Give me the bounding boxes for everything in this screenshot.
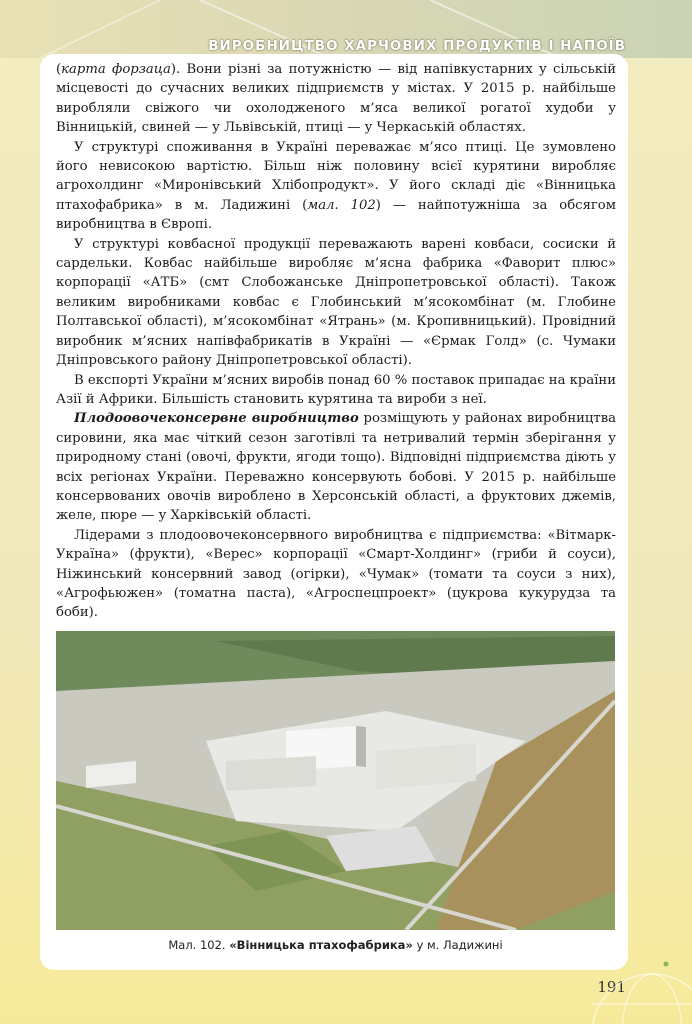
text-run: ) — найпотужніша за обсягом виробництва в Європі. <box>56 197 616 233</box>
text-run: ). Вони різні за потужністю — від напівкустарних у сільській місцевості до сучасних великих підприємств у містах. У 2015 р. найбільше виробляли свіжого чи охолодженого м’яса великої рогатої худоби у Вінницькій, свиней — у Львівській, птиці — у Черкаській областях. <box>56 62 616 136</box>
italic-text: мал. 102 <box>307 197 376 213</box>
key-term: Плодоовочеконсервне виробництво <box>74 411 359 427</box>
factory-illustration <box>56 631 615 930</box>
text-run: Лідерами з плодоовочеконсервного виробництва є підприємства: «Вітмарк-Україна» (фрукти), «Верес» корпорації «Смарт-Холдинг» (гриби й соуси), Ніжинський консервний завод (огірки), «Чумак» (томати та соуси з них), «Агрофьюжен» (томатна паста), «Агроспецпроект» (цукрова кукурудза та боби). <box>56 527 616 621</box>
text-run: ( <box>56 62 62 77</box>
text-run: У структурі ковбасної продукції переважають варені ковбаси, сосиски й сардельки. Ковбас найбільше виробляє м’ясна фабрика «Фаворит плюс» корпорації «АТБ» (смт Слобожанське Дніпропетровської області). Також великим виробниками ковбас є Глобинський м’ясокомбінат (м. Глобине Полтавської області), м’ясокомбінат «Ятрань» (м. Кропивницький). Провідний виробник м’ясних напівфабрикатів в Україні — «Єрмак Голд» (с. Чумаки Дніпровського району Дніпропетровської області). <box>56 236 616 369</box>
factory-aerial-photo <box>56 631 615 930</box>
text-run: розміщують у районах виробництва сировини, яка має чіткий сезон заготівлі та нетривалий термін зберігання у природному стані (овочі, фрукти, ягоди тощо). Відповідні підприємства діють у всіх регіонах України. Переважно консервують бобові. У 2015 р. найбільше консервованих овочів вироблено в Херсонській області, а фруктових джемів, желе, пюре — у Харківській області. <box>56 411 616 524</box>
paragraph <box>56 60 616 138</box>
paragraph <box>56 526 616 623</box>
caption-suffix: у м. Ладижині <box>416 938 503 952</box>
corner-globe-decoration <box>542 954 692 1024</box>
paragraph <box>56 409 616 525</box>
italic-text: карта форзаца <box>61 62 171 77</box>
body-text <box>56 60 616 623</box>
paragraph <box>56 235 616 371</box>
text-run: У структурі споживання в Україні переважає м’ясо птиці. Це зумовлено його невисокою вартістю. Більш ніж половину всієї курятини виробляє агрохолдинг «Миронівський Хлібопродукт». У його складі діє «Вінницька птахофабрика» в м. Ладижині ( <box>56 139 616 213</box>
caption-title: «Вінницька птахофабрика» <box>229 938 413 952</box>
text-run: В експорті України м’ясних виробів понад 60 % поставок припадає на країни Азії й Африки. Більшість становить курятина та вироби з неї. <box>56 372 616 407</box>
section-title: ВИРОБНИЦТВО ХАРЧОВИХ ПРОДУКТІВ І НАПОЇВ <box>208 38 626 54</box>
paragraph <box>56 371 616 410</box>
caption-prefix: Мал. 102. <box>168 938 226 952</box>
page-number: 191 <box>597 978 626 996</box>
paragraph <box>56 138 616 235</box>
figure-caption <box>56 938 615 952</box>
